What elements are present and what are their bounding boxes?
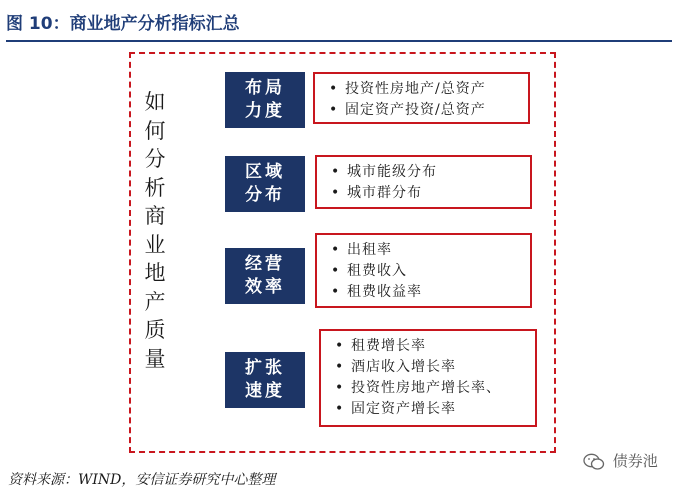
figure-title: 图 10：商业地产分析指标汇总 xyxy=(6,14,240,34)
vertical-title xyxy=(140,88,170,373)
vertical-title-char: 地 xyxy=(144,261,166,285)
category-label-line: 布局 xyxy=(245,78,285,98)
title-divider xyxy=(6,40,672,42)
indicator-item: • 酒店收入增长率 xyxy=(335,357,527,378)
vertical-title-char: 析 xyxy=(144,175,166,200)
indicator-item: • 固定资产投资/总资产 xyxy=(329,100,520,121)
wechat-icon xyxy=(583,453,605,471)
vertical-title-char: 何 xyxy=(144,118,166,143)
indicator-item-continued: • 固定资产增长率 xyxy=(335,399,527,420)
category-label-line: 扩张 xyxy=(245,358,285,378)
vertical-title-char: 分 xyxy=(144,147,166,171)
indicator-box-layout-strength xyxy=(313,72,530,124)
source-note: 资料来源：WIND，安信证券研究中心整理 xyxy=(8,472,276,488)
vertical-title-char: 如 xyxy=(144,90,166,114)
category-expansion-speed xyxy=(225,352,305,408)
category-label-line: 区域 xyxy=(245,162,285,182)
category-regional-distribution xyxy=(225,156,305,212)
category-label-line: 效率 xyxy=(245,277,285,297)
indicator-box-regional-distribution xyxy=(315,155,532,209)
indicator-item: • 城市群分布 xyxy=(331,183,522,204)
indicator-item: • 投资性房地产增长率、 xyxy=(335,378,527,399)
category-operating-efficiency xyxy=(225,248,305,304)
vertical-title-char: 产 xyxy=(144,289,166,314)
vertical-title-char: 业 xyxy=(144,232,166,257)
vertical-title-char: 商 xyxy=(144,204,166,228)
watermark xyxy=(583,450,658,471)
vertical-title-char: 质 xyxy=(144,318,166,342)
category-label-line: 力度 xyxy=(245,101,285,121)
indicator-item: • 城市能级分布 xyxy=(331,162,522,183)
category-label-line: 速度 xyxy=(245,381,285,401)
indicator-item: • 租费增长率 xyxy=(335,336,527,357)
indicator-box-operating-efficiency xyxy=(315,233,532,308)
indicator-item: • 租费收益率 xyxy=(331,282,522,303)
category-layout-strength xyxy=(225,72,305,128)
indicator-item: • 租费收入 xyxy=(331,261,522,282)
category-label-line: 分布 xyxy=(245,185,285,205)
indicator-item: • 出租率 xyxy=(331,240,522,261)
watermark-text: 债券池 xyxy=(612,452,658,470)
category-label-line: 经营 xyxy=(245,254,285,274)
indicator-item: • 投资性房地产/总资产 xyxy=(329,79,520,100)
indicator-box-expansion-speed xyxy=(319,329,537,427)
vertical-title-char: 量 xyxy=(144,346,166,371)
